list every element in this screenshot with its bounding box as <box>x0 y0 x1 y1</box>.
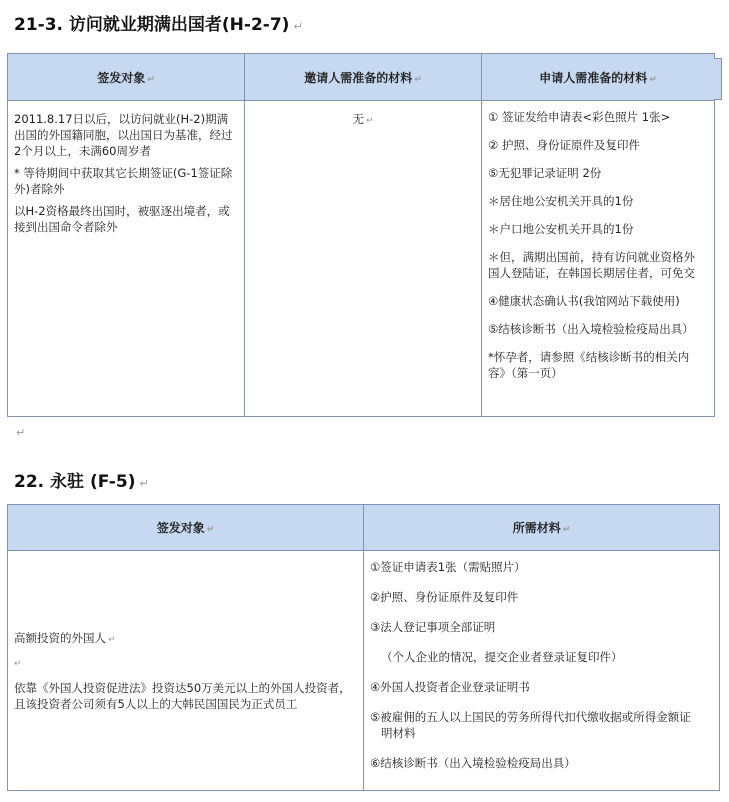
issue-target-text: 高额投资的外国人 ↵ <box>14 630 116 645</box>
issue-target-detail: 依靠《外国人投资促进法》投资达50万美元以上的外国人投资者，且该投资者公司须有5人以上的大韩民国国民为正式员工 <box>14 680 351 711</box>
list-item: ⑤结核诊断书（出入境检验检疫局出具） <box>488 322 694 336</box>
table-row <box>8 101 715 417</box>
list-item: ＊户口地公安机关开具的1份 <box>488 222 634 236</box>
issue-target-cell <box>8 551 364 791</box>
table-row <box>8 551 720 791</box>
list-item: 容》（第一页） <box>488 366 563 380</box>
applicant-materials-cell <box>482 101 715 417</box>
list-item: ②护照、身份证原件及复印件 <box>370 590 519 604</box>
table-header-row <box>8 54 715 101</box>
header-issue-target: 签发对象 ↵ <box>8 505 364 551</box>
list-item: ⑥结核诊断书（出入境检验检疫局出具） <box>370 756 576 770</box>
list-item: ④健康状态确认书(我馆网站下载使用) <box>488 294 680 308</box>
header-applicant-materials: 申请人需准备的材料 ↵ <box>482 54 715 101</box>
inviter-materials-none: 无 <box>352 112 364 126</box>
list-item: *怀孕者，请参照《结核诊断书的相关内 <box>488 350 690 364</box>
table-h-2-7 <box>7 53 715 417</box>
list-item: ③法人登记事项全部证明 <box>370 620 496 634</box>
list-item: ④外国人投资者企业登录证明书 <box>370 680 530 694</box>
paragraph-mark: ↵ <box>14 658 22 669</box>
required-materials-cell <box>364 551 720 791</box>
list-item: ＊居住地公安机关开具的1份 <box>488 194 634 208</box>
list-item: ＊但，满期出国前，持有访问就业资格外 <box>488 250 695 264</box>
table-f-5 <box>7 504 720 791</box>
section-21-3-title: 21-3. 访问就业期满出国者(H-2-7) ↵ <box>14 15 303 35</box>
list-item: ⑤无犯罪记录证明 2份 <box>488 166 602 180</box>
header-overhang <box>714 58 722 100</box>
issue-target-text: 2011.8.17日以后，以访问就业(H-2)期满出国的外国籍同胞，以出国日为基准，经过2个月以上，未满60周岁者 <box>14 112 233 158</box>
list-item: ① 签证发给申请表<彩色照片 1张> <box>488 110 671 124</box>
list-item: ② 护照、身份证原件及复印件 <box>488 138 640 152</box>
issue-target-cell <box>8 101 245 417</box>
list-item: 明材料 <box>370 726 416 740</box>
inviter-materials-cell: 无 ↵ <box>245 101 482 417</box>
section-22-title: 22. 永驻 (F-5) ↵ <box>14 472 149 492</box>
header-required-materials: 所需材料 ↵ <box>364 505 720 551</box>
list-item: ⑤被雇佣的五人以上国民的劳务所得代扣代缴收据或所得金额证 <box>370 710 691 724</box>
issue-target-exclusion-1: * 等待期间中获取其它长期签证(G-1签证除外)者除外 <box>14 166 233 196</box>
paragraph-mark: ↵ <box>16 426 26 439</box>
list-item: （个人企业的情况，提交企业者登录证复印件） <box>370 650 623 664</box>
header-inviter-materials: 邀请人需准备的材料 ↵ <box>245 54 482 101</box>
issue-target-exclusion-2: 以H-2资格最终出国时，被驱逐出境者，或接到出国命令者除外 <box>14 204 230 234</box>
list-item: 国人登陆证，在韩国长期居住者，可免交 <box>488 266 695 280</box>
table-header-row <box>8 505 720 551</box>
header-issue-target: 签发对象 ↵ <box>8 54 245 101</box>
list-item: ①签证申请表1张（需贴照片） <box>370 560 526 574</box>
